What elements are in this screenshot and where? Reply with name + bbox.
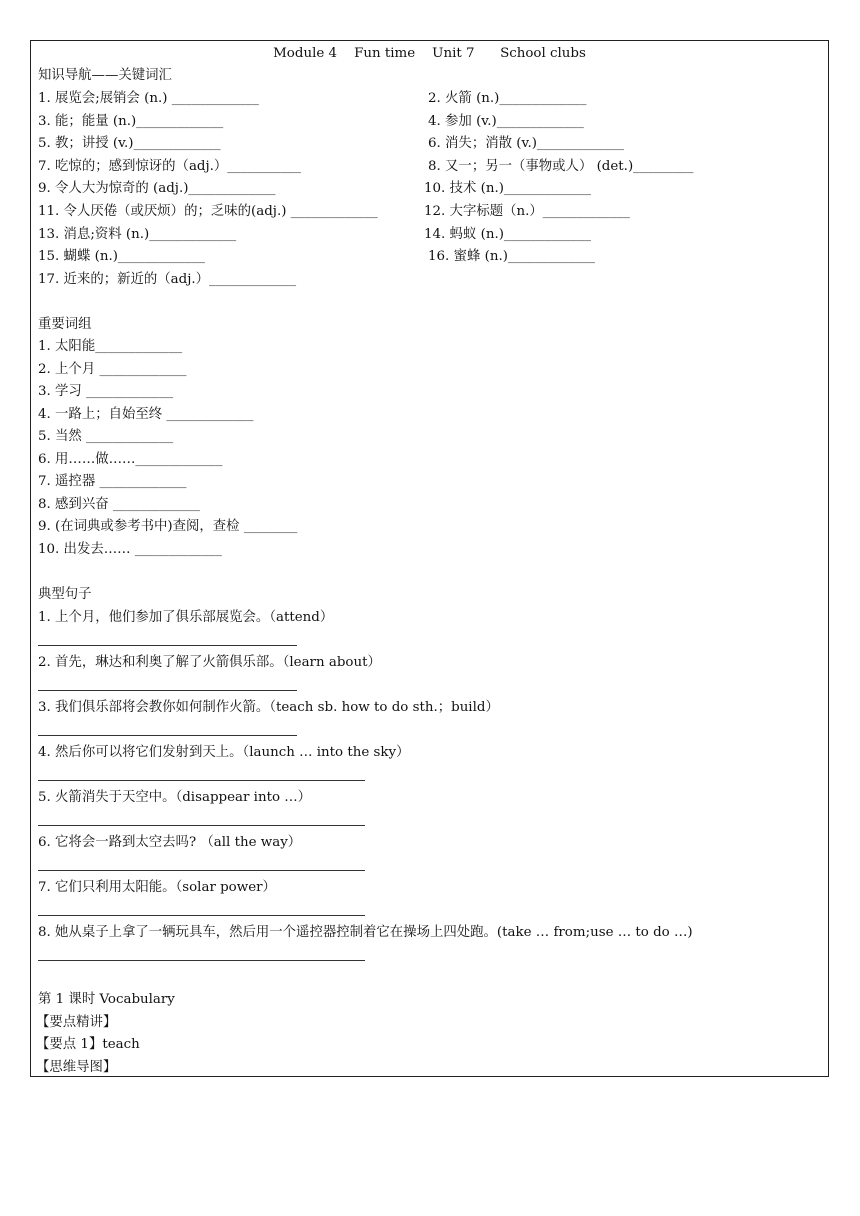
vocab-item: 1. 展览会;展销会 (n.) _____________ [38,91,259,106]
vocab-item: 12. 大字标题（n.）_____________ [424,204,630,219]
sentence-item: 8. 她从桌子上拿了一辆玩具车，然后用一个遥控器控制着它在操场上四处跑。(take … from;use … to do …) [38,925,693,940]
answer-line [38,825,365,826]
mind-map-heading: 【思维导图】 [36,1060,117,1075]
vocab-item: 16. 蜜蜂 (n.)_____________ [428,249,595,264]
vocab-item: 2. 火箭 (n.)_____________ [428,91,587,106]
answer-line [38,915,365,916]
lesson-title: 第 1 课时 Vocabulary [38,992,175,1007]
phrases-heading: 重要词组 [38,317,92,332]
vocab-item: 3. 能；能量 (n.)_____________ [38,114,224,129]
vocab-item: 5. 教；讲授 (v.)_____________ [38,136,221,151]
vocab-item: 15. 蝴蝶 (n.)_____________ [38,249,205,264]
phrase-item: 1. 太阳能_____________ [38,339,183,354]
phrase-item: 2. 上个月 _____________ [38,362,187,377]
key-points-heading: 【要点精讲】 [36,1015,117,1030]
sentence-item: 1. 上个月，他们参加了俱乐部展览会。（attend） [38,610,334,625]
phrase-item: 5. 当然 _____________ [38,429,174,444]
vocab-heading: 知识导航——关键词汇 [38,68,172,83]
sentences-heading: 典型句子 [38,587,92,602]
phrase-item: 9. (在词典或参考书中)查阅，查检 ________ [38,519,298,534]
phrase-item: 7. 遥控器 _____________ [38,474,187,489]
vocab-item: 7. 吃惊的；感到惊讶的（adj.）___________ [38,159,301,174]
answer-line [38,870,365,871]
vocab-item: 10. 技术 (n.)_____________ [424,181,591,196]
vocab-item: 13. 消息;资料 (n.)_____________ [38,227,237,242]
phrase-item: 8. 感到兴奋 _____________ [38,497,200,512]
vocab-item: 11. 令人厌倦（或厌烦）的；乏味的(adj.) _____________ [38,204,378,219]
vocab-item: 17. 近来的；新近的（adj.）_____________ [38,272,297,287]
vocab-item: 14. 蚂蚁 (n.)_____________ [424,227,591,242]
answer-line [38,780,365,781]
sentence-item: 7. 它们只利用太阳能。（solar power） [38,880,276,895]
sentence-item: 4. 然后你可以将它们发射到天上。（launch … into the sky） [38,745,410,760]
vocab-item: 8. 又一；另一（事物或人） (det.)_________ [428,159,694,174]
answer-line [38,690,297,691]
answer-line [38,645,297,646]
vocab-item: 9. 令人大为惊奇的 (adj.)_____________ [38,181,276,196]
sentence-item: 3. 我们俱乐部将会教你如何制作火箭。（teach sb. how to do sth.；build） [38,700,499,715]
phrase-item: 6. 用……做……_____________ [38,452,223,467]
sentence-item: 5. 火箭消失于天空中。（disappear into …） [38,790,312,805]
point-heading: 【要点 1】teach [36,1037,140,1052]
phrase-item: 10. 出发去…… _____________ [38,542,222,557]
phrase-item: 4. 一路上；自始至终 _____________ [38,407,254,422]
sentence-item: 6. 它将会一路到太空去吗? （all the way） [38,835,302,850]
vocab-item: 4. 参加 (v.)_____________ [428,114,584,129]
vocab-item: 6. 消失；消散 (v.)_____________ [428,136,624,151]
phrase-item: 3. 学习 _____________ [38,384,174,399]
page-title: Module 4 Fun time Unit 7 School clubs [273,46,586,61]
answer-line [38,735,297,736]
sentence-item: 2. 首先，琳达和利奥了解了火箭俱乐部。（learn about） [38,655,381,670]
answer-line [38,960,365,961]
